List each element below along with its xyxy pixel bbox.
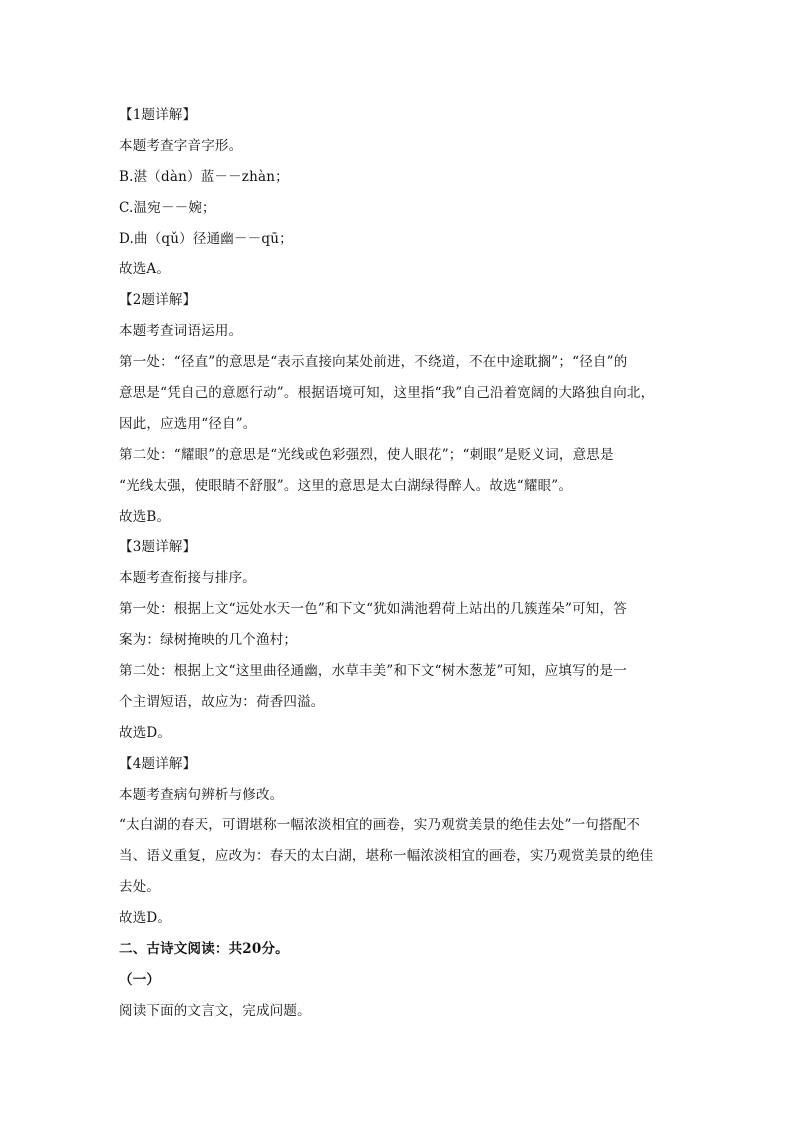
question-4-heading: 【4题详解】 xyxy=(119,755,197,772)
paragraph-line: 去处。 xyxy=(119,879,161,896)
paragraph-line: 本题考查病句辨析与修改。 xyxy=(119,786,284,803)
paragraph-line: 第二处：“耀眼”的意思是“光线或色彩强烈，使人眼花”；“刺眼”是贬义词，意思是 xyxy=(119,446,614,463)
paragraph-line: 阅读下面的文言文，完成问题。 xyxy=(119,1002,311,1019)
paragraph-line: 因此，应选用“径自”。 xyxy=(119,415,257,432)
question-2-heading: 【2题详解】 xyxy=(119,292,197,309)
subsection-title: （一） xyxy=(119,971,161,988)
paragraph-line: 本题考查词语运用。 xyxy=(119,323,243,340)
paragraph-line: “光线太强，使眼睛不舒服”。这里的意思是太白湖绿得醉人。故选“耀眼”。 xyxy=(119,477,573,494)
document-body xyxy=(119,100,699,1027)
paragraph-line: “太白湖的春天，可谓堪称一幅浓淡相宜的画卷，实乃观赏美景的绝佳去处”一句搭配不 xyxy=(119,817,641,834)
paragraph-line: B.湛（dàn）蓝－－zhàn； xyxy=(119,168,289,185)
paragraph-line: 意思是“凭自己的意愿行动”。根据语境可知，这里指“我”自己沿着宽阔的大路独自向北， xyxy=(119,385,655,402)
section-title: 二、古诗文阅读：共20分。 xyxy=(119,941,289,958)
answer-line: 故选A。 xyxy=(119,261,171,278)
paragraph-line: 本题考查字音字形。 xyxy=(119,137,243,154)
paragraph-line: 本题考查衔接与排序。 xyxy=(119,570,256,587)
paragraph-line: 第二处：根据上文“这里曲径通幽，水草丰美”和下文“树木葱茏”可知，应填写的是一 xyxy=(119,663,627,680)
paragraph-line: D.曲（qǔ）径通幽－－qū； xyxy=(119,230,293,247)
answer-line: 故选D。 xyxy=(119,910,172,927)
paragraph-line: C.温宛－－婉； xyxy=(119,199,216,216)
paragraph-line: 第一处：根据上文“远处水天一色”和下文“犹如满池碧荷上站出的几簇莲朵”可知，答 xyxy=(119,601,627,618)
answer-line: 故选B。 xyxy=(119,508,171,525)
paragraph-line: 第一处：“径直”的意思是“表示直接向某处前进，不绕道，不在中途耽搁”；“径自”的 xyxy=(119,354,628,371)
paragraph-line: 案为：绿树掩映的几个渔村； xyxy=(119,632,298,649)
question-3-heading: 【3题详解】 xyxy=(119,539,197,556)
answer-line: 故选D。 xyxy=(119,724,172,741)
question-1-heading: 【1题详解】 xyxy=(119,107,197,123)
paragraph-line: 当、语义重复，应改为：春天的太白湖，堪称一幅浓淡相宜的画卷，实乃观赏美景的绝佳 xyxy=(119,848,654,865)
paragraph-line: 个主谓短语，故应为：荷香四溢。 xyxy=(119,693,325,710)
